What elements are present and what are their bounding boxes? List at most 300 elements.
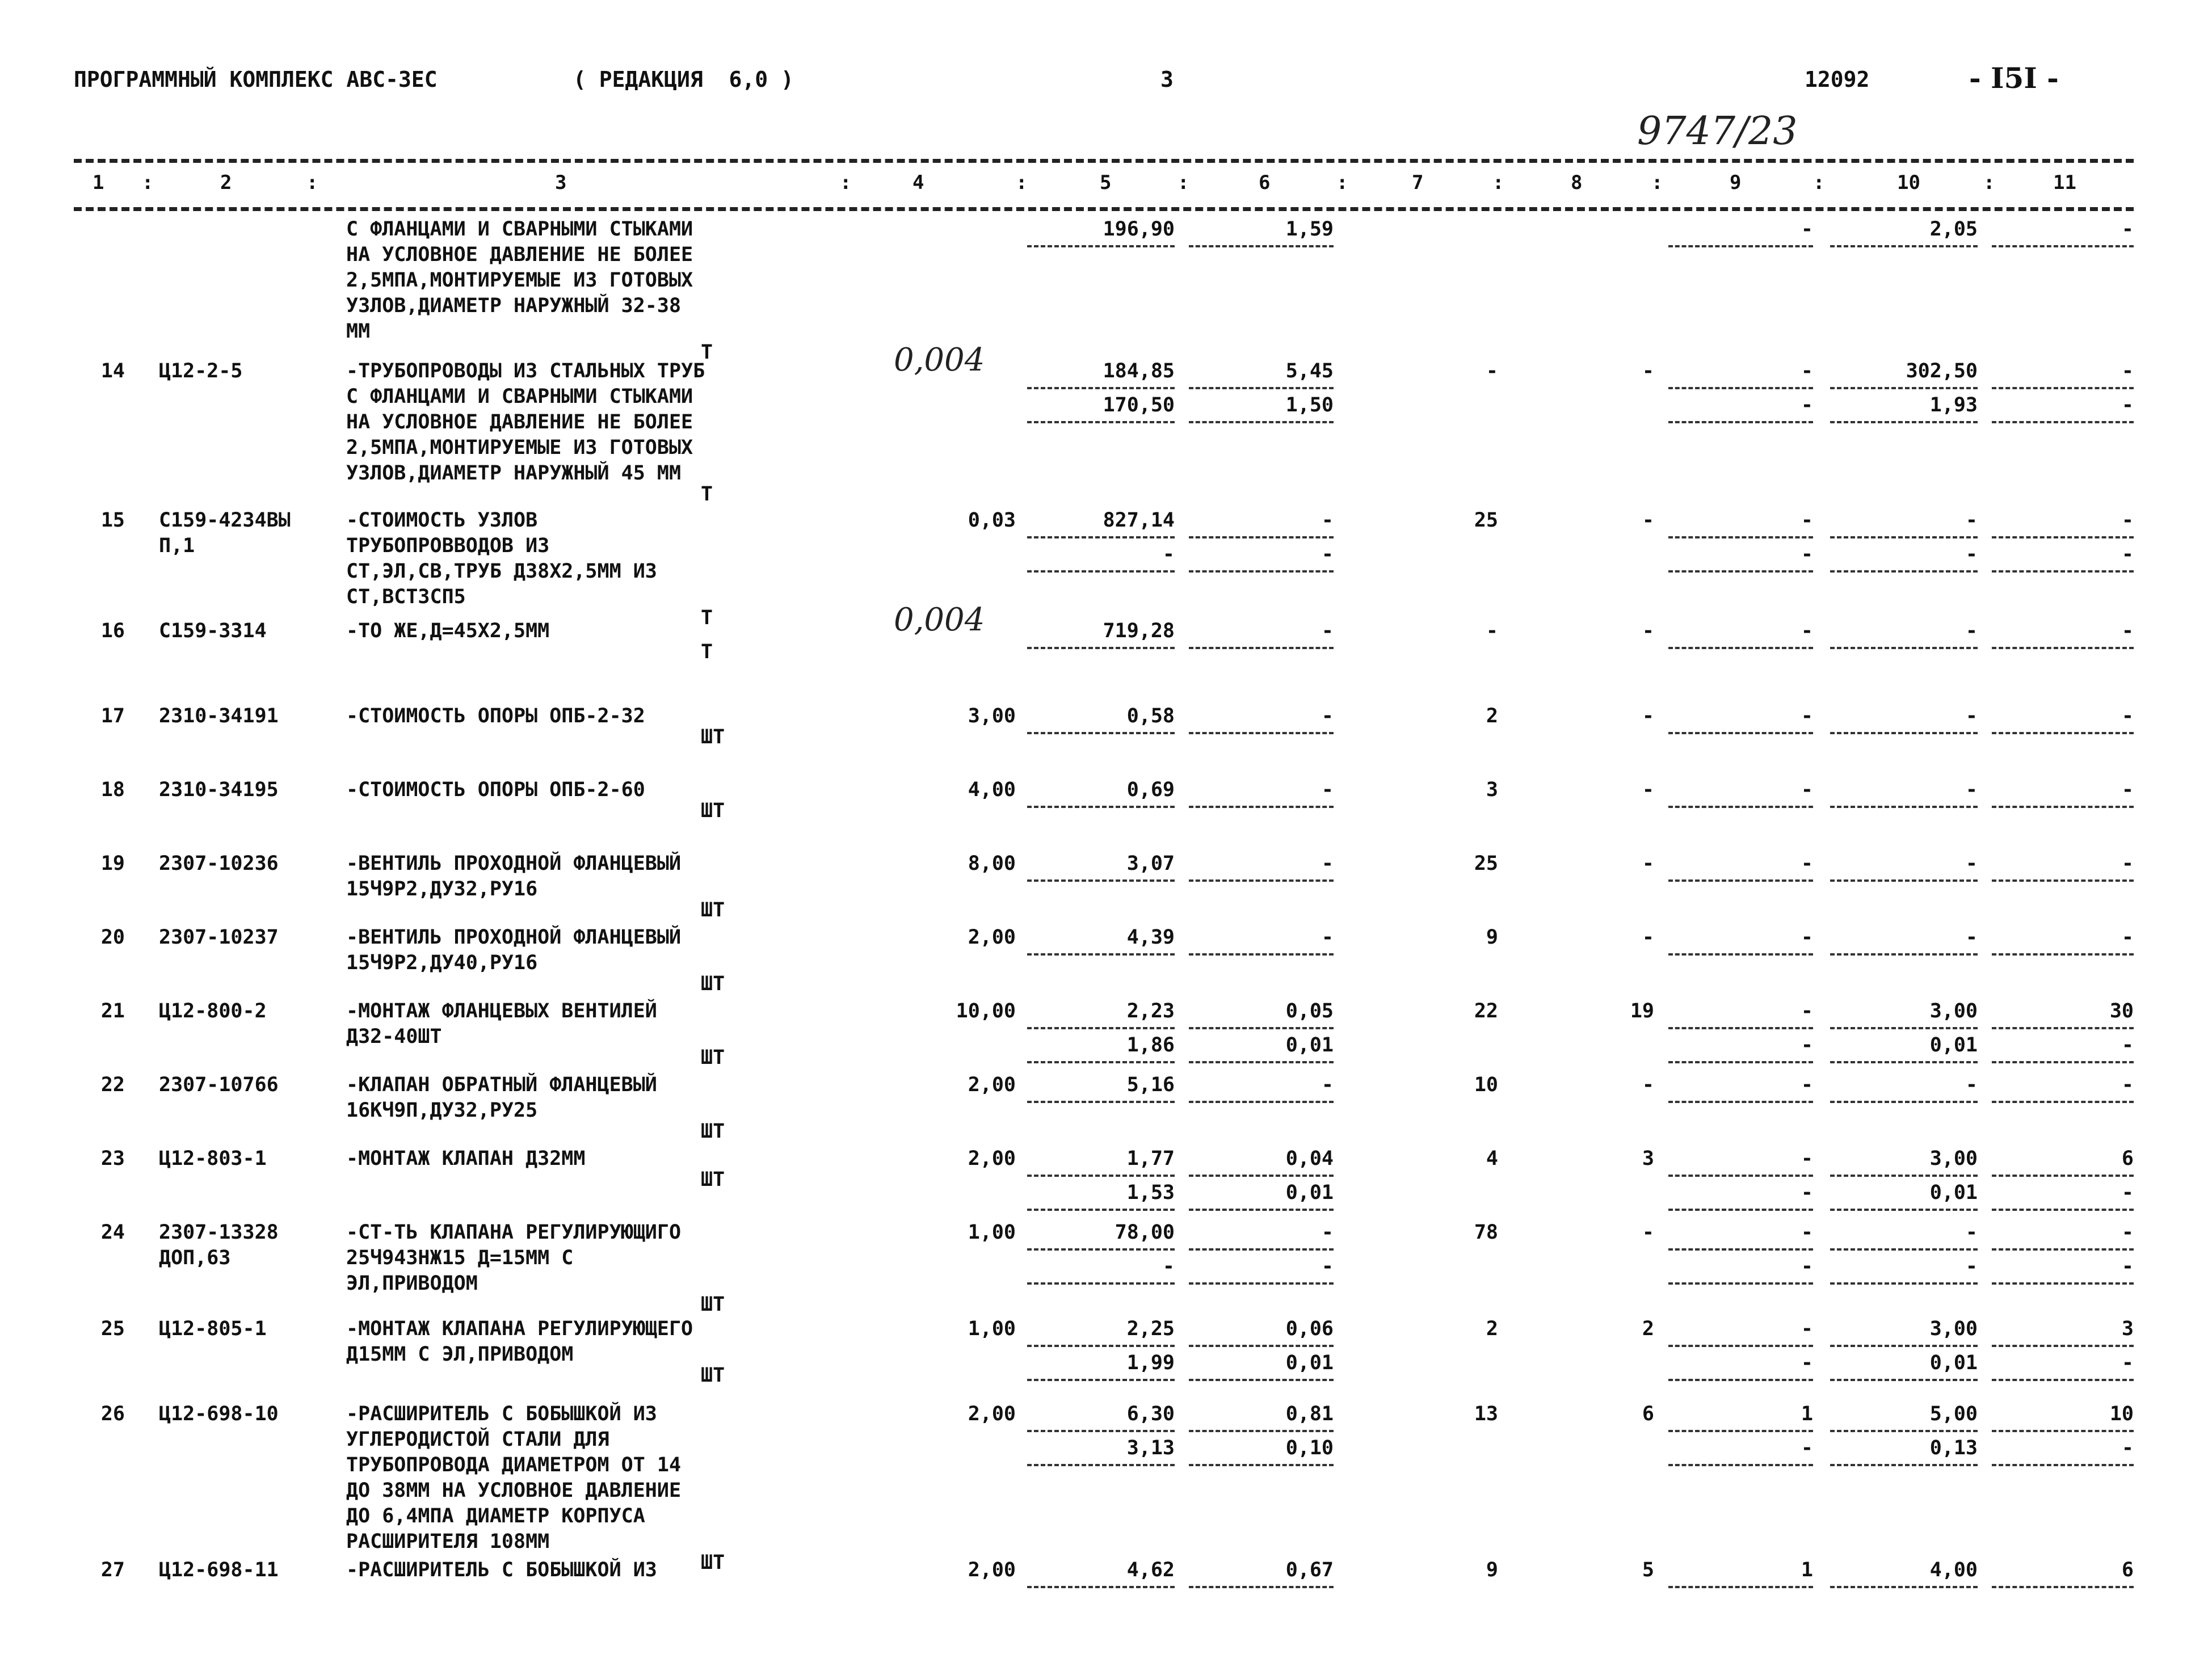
secondary-value-col-11: - (2121, 394, 2134, 416)
value-rule (1992, 536, 2134, 538)
row-description: -МОНТАЖ ФЛАНЦЕВЫХ ВЕНТИЛЕЙ Д32-40ШТ (346, 1000, 657, 1048)
row-unit: ШТ (701, 726, 725, 748)
value-rule (1027, 806, 1175, 808)
value-rule (1189, 570, 1334, 573)
value-col-5: 0,69 (1126, 778, 1175, 801)
value-col-4: 8,00 (968, 852, 1016, 875)
value-rule (1992, 1061, 2134, 1063)
value-rule (1027, 953, 1175, 956)
handwritten-quantity: 0,004 (894, 601, 985, 638)
value-rule (1668, 1379, 1813, 1381)
value-col-9: - (1801, 620, 1813, 642)
row-unit: Т (701, 641, 713, 663)
value-col-10: 5,00 (1929, 1403, 1978, 1425)
value-rule (1668, 1248, 1813, 1251)
value-col-6: 1,59 (1285, 218, 1334, 241)
value-col-7: 78 (1474, 1221, 1498, 1244)
row-number: 25 (100, 1318, 125, 1340)
row-number: 20 (100, 926, 125, 949)
value-rule (1830, 1430, 1978, 1432)
row-code: Ц12-805-1 (159, 1318, 267, 1340)
secondary-value-col-5: - (1162, 543, 1175, 566)
row-code: 2307-10237 (159, 926, 279, 949)
value-rule (1992, 1282, 2134, 1285)
top-rule (74, 159, 2134, 163)
column-separator: : (1178, 171, 1189, 194)
column-header-2: 2 (220, 171, 232, 194)
value-col-4: 2,00 (968, 1074, 1016, 1096)
value-rule (1830, 1345, 1978, 1347)
row-description: -РАСШИРИТЕЛЬ С БОБЫШКОЙ ИЗ (346, 1559, 657, 1581)
row-unit: ШТ (701, 1120, 725, 1143)
value-col-4: 2,00 (968, 1559, 1016, 1581)
value-rule (1027, 1430, 1175, 1432)
row-description: -СТОИМОСТЬ УЗЛОВ ТРУБОПРОВВОДОВ ИЗ СТ,ЭЛ,СВ,ТРУБ Д38Х2,5ММ ИЗ СТ,ВСТ3СП5 (346, 509, 657, 608)
row-code: Ц12-698-10 (159, 1403, 279, 1425)
value-rule (1830, 245, 1978, 247)
value-rule (1830, 1101, 1978, 1103)
value-col-6: - (1321, 620, 1334, 642)
row-unit: ШТ (701, 1168, 725, 1191)
value-rule (1668, 570, 1813, 573)
column-header-11: 11 (2053, 171, 2076, 194)
value-col-6: - (1321, 509, 1334, 532)
value-rule (1992, 1209, 2134, 1211)
row-description: -МОНТАЖ КЛАПАНА РЕГУЛИРУЮЩЕГО Д15ММ С ЭЛ,ПРИВОДОМ (346, 1318, 693, 1366)
value-col-6: - (1321, 1221, 1334, 1244)
value-rule (1189, 732, 1334, 734)
value-rule (1027, 1379, 1175, 1381)
value-rule (1027, 245, 1175, 247)
row-description: -ВЕНТИЛЬ ПРОХОДНОЙ ФЛАНЦЕВЫЙ 15Ч9Р2,ДУ32,РУ16 (346, 852, 682, 900)
value-col-9: 1 (1801, 1559, 1813, 1581)
value-col-9: - (1801, 509, 1813, 532)
column-header-4: 4 (912, 171, 924, 194)
value-rule (1189, 1430, 1334, 1432)
row-number: 15 (100, 509, 125, 532)
value-col-7: 9 (1486, 926, 1498, 949)
value-col-7: 22 (1474, 1000, 1498, 1022)
secondary-value-col-11: - (2121, 1255, 2134, 1278)
row-code: 2310-34195 (159, 778, 279, 801)
row-description: -СТОИМОСТЬ ОПОРЫ ОПБ-2-60 (346, 778, 645, 801)
value-col-11: - (2121, 360, 2134, 382)
secondary-value-col-10: 0,01 (1929, 1034, 1978, 1057)
value-col-5: 827,14 (1103, 509, 1175, 532)
value-col-8: - (1642, 620, 1654, 642)
row-unit: Т (701, 341, 713, 364)
value-col-11: - (2121, 1074, 2134, 1096)
value-rule (1027, 1282, 1175, 1285)
value-col-10: - (1965, 1221, 1978, 1244)
row-code: Ц12-800-2 (159, 1000, 267, 1022)
value-rule (1830, 387, 1978, 389)
value-rule (1027, 536, 1175, 538)
column-separator: : (306, 171, 318, 194)
value-rule (1189, 387, 1334, 389)
value-col-8: - (1642, 852, 1654, 875)
column-separator: : (1813, 171, 1825, 194)
value-col-9: - (1801, 926, 1813, 949)
value-col-8: - (1642, 1221, 1654, 1244)
value-col-4: 2,00 (968, 926, 1016, 949)
value-rule (1189, 536, 1334, 538)
row-description: -РАСШИРИТЕЛЬ С БОБЫШКОЙ ИЗ УГЛЕРОДИСТОЙ СТАЛИ ДЛЯ ТРУБОПРОВОДА ДИАМЕТРОМ ОТ 14 ДО 38ММ НА УСЛОВНОЕ ДАВЛЕНИЕ ДО 6,4МПА ДИАМЕТР КОРПУСА РАСШИРИТЕЛЯ 108ММ (346, 1403, 682, 1553)
value-col-7: 2 (1486, 1318, 1498, 1340)
column-separator: : (1492, 171, 1504, 194)
value-rule (1027, 1248, 1175, 1251)
value-rule (1189, 421, 1334, 423)
value-rule (1189, 1586, 1334, 1588)
value-rule (1189, 1248, 1334, 1251)
value-rule (1189, 1061, 1334, 1063)
value-col-5: 4,39 (1126, 926, 1175, 949)
value-col-6: 0,81 (1285, 1403, 1334, 1425)
value-rule (1830, 570, 1978, 573)
value-col-7: - (1486, 620, 1498, 642)
value-rule (1830, 1379, 1978, 1381)
secondary-value-col-5: 1,99 (1126, 1352, 1175, 1374)
value-col-9: - (1801, 852, 1813, 875)
value-rule (1992, 1464, 2134, 1466)
secondary-value-col-10: 1,93 (1929, 394, 1978, 416)
value-rule (1668, 953, 1813, 956)
value-rule (1830, 1282, 1978, 1285)
value-col-9: - (1801, 360, 1813, 382)
column-separator: : (1336, 171, 1348, 194)
value-rule (1830, 1209, 1978, 1211)
value-col-6: 5,45 (1285, 360, 1334, 382)
row-unit: ШТ (701, 799, 725, 822)
secondary-value-col-11: - (2121, 1437, 2134, 1459)
value-col-10: - (1965, 1074, 1978, 1096)
value-rule (1668, 732, 1813, 734)
row-code: 2307-13328 ДОП,63 (159, 1221, 279, 1269)
value-rule (1830, 879, 1978, 882)
header-rule (74, 207, 2134, 211)
value-col-4: 4,00 (968, 778, 1016, 801)
row-code: 2307-10236 (159, 852, 279, 875)
page-number: 3 (1160, 67, 1174, 92)
row-description: -КЛАПАН ОБРАТНЫЙ ФЛАНЦЕВЫЙ 16КЧ9П,ДУ32,РУ25 (346, 1074, 657, 1122)
value-col-11: 6 (2121, 1147, 2134, 1170)
value-col-10: 3,00 (1929, 1000, 1978, 1022)
value-rule (1992, 1379, 2134, 1381)
value-col-7: 25 (1474, 509, 1498, 532)
handwritten-quantity: 0,004 (894, 342, 985, 378)
value-col-10: - (1965, 778, 1978, 801)
value-col-10: - (1965, 620, 1978, 642)
row-description: -ВЕНТИЛЬ ПРОХОДНОЙ ФЛАНЦЕВЫЙ 15Ч9Р2,ДУ40,РУ16 (346, 926, 682, 974)
value-col-6: 0,06 (1285, 1318, 1334, 1340)
row-code: Ц12-803-1 (159, 1147, 267, 1170)
value-col-9: - (1801, 1147, 1813, 1170)
column-header-8: 8 (1571, 171, 1583, 194)
column-separator: : (1016, 171, 1028, 194)
secondary-value-col-9: - (1801, 543, 1813, 566)
value-col-11: - (2121, 778, 2134, 801)
value-rule (1189, 1379, 1334, 1381)
value-rule (1830, 953, 1978, 956)
row-description: С ФЛАНЦАМИ И СВАРНЫМИ СТЫКАМИ НА УСЛОВНОЕ ДАВЛЕНИЕ НЕ БОЛЕЕ 2,5МПА,МОНТИРУЕМЫЕ ИЗ ГОТОВЫХ УЗЛОВ,ДИАМЕТР НАРУЖНЫЙ 32-38 ММ (346, 218, 693, 343)
value-col-6: 0,05 (1285, 1000, 1334, 1022)
secondary-value-col-10: - (1965, 543, 1978, 566)
column-separator: : (1983, 171, 1995, 194)
row-number: 14 (100, 360, 125, 382)
value-col-11: 6 (2121, 1559, 2134, 1581)
row-number: 16 (100, 620, 125, 642)
value-rule (1189, 1209, 1334, 1211)
row-number: 27 (100, 1559, 125, 1581)
value-col-7: 25 (1474, 852, 1498, 875)
value-rule (1668, 1209, 1813, 1211)
value-rule (1189, 879, 1334, 882)
secondary-value-col-5: 1,53 (1126, 1181, 1175, 1204)
value-rule (1992, 1175, 2134, 1177)
value-rule (1992, 421, 2134, 423)
program-title: ПРОГРАММНЫЙ КОМПЛЕКС АВС-ЗЕС (74, 67, 438, 92)
value-col-8: - (1642, 926, 1654, 949)
secondary-value-col-5: - (1162, 1255, 1175, 1278)
column-header-3: 3 (555, 171, 567, 194)
value-rule (1830, 536, 1978, 538)
row-unit: Т (701, 483, 713, 506)
secondary-value-col-10: 0,01 (1929, 1181, 1978, 1204)
column-header-1: 1 (92, 171, 104, 194)
value-col-11: - (2121, 926, 2134, 949)
value-rule (1992, 647, 2134, 649)
row-number: 22 (100, 1074, 125, 1096)
value-col-9: - (1801, 705, 1813, 727)
column-header-6: 6 (1259, 171, 1271, 194)
row-unit: ШТ (701, 1551, 725, 1574)
value-rule (1668, 536, 1813, 538)
sheet-number: - I5I - (1969, 61, 2059, 95)
value-col-11: - (2121, 620, 2134, 642)
value-col-8: 19 (1630, 1000, 1654, 1022)
row-number: 19 (100, 852, 125, 875)
column-header-10: 10 (1897, 171, 1920, 194)
value-rule (1668, 1027, 1813, 1029)
handwritten-ref: 9747/23 (1637, 109, 1798, 154)
value-col-8: 6 (1642, 1403, 1654, 1425)
row-code: Ц12-698-11 (159, 1559, 279, 1581)
secondary-value-col-10: 0,01 (1929, 1352, 1978, 1374)
value-rule (1189, 1027, 1334, 1029)
value-rule (1830, 1586, 1978, 1588)
value-rule (1668, 1464, 1813, 1466)
value-col-5: 3,07 (1126, 852, 1175, 875)
value-rule (1668, 421, 1813, 423)
value-rule (1992, 953, 2134, 956)
value-rule (1830, 647, 1978, 649)
doc-code: 12092 (1805, 67, 1870, 92)
value-rule (1189, 647, 1334, 649)
value-col-7: 10 (1474, 1074, 1498, 1096)
value-rule (1189, 1345, 1334, 1347)
row-description: -СТОИМОСТЬ ОПОРЫ ОПБ-2-32 (346, 705, 645, 727)
value-rule (1027, 1209, 1175, 1211)
secondary-value-col-6: 0,01 (1285, 1352, 1334, 1374)
column-separator: : (142, 171, 154, 194)
row-code: 2307-10766 (159, 1074, 279, 1096)
value-rule (1189, 1175, 1334, 1177)
secondary-value-col-9: - (1801, 1181, 1813, 1204)
value-rule (1992, 806, 2134, 808)
value-col-9: - (1801, 778, 1813, 801)
value-rule (1992, 1248, 2134, 1251)
value-col-11: - (2121, 218, 2134, 241)
value-rule (1189, 1464, 1334, 1466)
value-col-7: 13 (1474, 1403, 1498, 1425)
value-rule (1830, 1464, 1978, 1466)
value-rule (1027, 879, 1175, 882)
value-col-10: - (1965, 926, 1978, 949)
value-col-8: 3 (1642, 1147, 1654, 1170)
value-col-11: - (2121, 852, 2134, 875)
value-col-6: 0,67 (1285, 1559, 1334, 1581)
row-code: С159-4234ВЫ П,1 (159, 509, 291, 557)
value-col-4: 2,00 (968, 1403, 1016, 1425)
secondary-value-col-6: - (1321, 543, 1334, 566)
row-number: 26 (100, 1403, 125, 1425)
value-col-10: 2,05 (1929, 218, 1978, 241)
value-col-4: 10,00 (956, 1000, 1016, 1022)
secondary-value-col-9: - (1801, 1352, 1813, 1374)
value-rule (1830, 1175, 1978, 1177)
secondary-value-col-5: 1,86 (1126, 1034, 1175, 1057)
value-rule (1668, 245, 1813, 247)
value-col-4: 2,00 (968, 1147, 1016, 1170)
value-rule (1189, 1101, 1334, 1103)
value-rule (1668, 647, 1813, 649)
value-rule (1830, 421, 1978, 423)
value-col-5: 5,16 (1126, 1074, 1175, 1096)
value-rule (1668, 879, 1813, 882)
secondary-value-col-6: 0,10 (1285, 1437, 1334, 1459)
value-rule (1027, 1101, 1175, 1103)
value-col-8: - (1642, 509, 1654, 532)
value-col-5: 2,25 (1126, 1318, 1175, 1340)
value-col-5: 1,77 (1126, 1147, 1175, 1170)
value-rule (1668, 1175, 1813, 1177)
value-col-11: 30 (2109, 1000, 2134, 1022)
row-unit: Т (701, 607, 713, 629)
secondary-value-col-9: - (1801, 1034, 1813, 1057)
column-header-7: 7 (1412, 171, 1424, 194)
value-rule (1027, 1586, 1175, 1588)
value-rule (1830, 1027, 1978, 1029)
value-rule (1668, 1586, 1813, 1588)
value-rule (1027, 1464, 1175, 1466)
row-number: 21 (100, 1000, 125, 1022)
value-rule (1992, 1430, 2134, 1432)
secondary-value-col-11: - (2121, 1352, 2134, 1374)
row-unit: ШТ (701, 1293, 725, 1316)
row-unit: ШТ (701, 1046, 725, 1069)
value-col-5: 196,90 (1103, 218, 1175, 241)
value-rule (1992, 1101, 2134, 1103)
value-rule (1027, 1345, 1175, 1347)
row-code: 2310-34191 (159, 705, 279, 727)
value-rule (1027, 732, 1175, 734)
value-col-6: - (1321, 705, 1334, 727)
value-rule (1189, 806, 1334, 808)
column-header-5: 5 (1100, 171, 1112, 194)
column-separator: : (1651, 171, 1663, 194)
value-col-9: - (1801, 1000, 1813, 1022)
edition: ( РЕДАКЦИЯ 6,0 ) (573, 67, 794, 92)
value-col-4: 1,00 (968, 1318, 1016, 1340)
value-rule (1830, 1248, 1978, 1251)
row-number: 24 (100, 1221, 125, 1244)
secondary-value-col-5: 3,13 (1126, 1437, 1175, 1459)
value-rule (1992, 1345, 2134, 1347)
value-rule (1668, 1101, 1813, 1103)
value-rule (1668, 806, 1813, 808)
row-number: 18 (100, 778, 125, 801)
secondary-value-col-9: - (1801, 1255, 1813, 1278)
value-col-10: 302,50 (1906, 360, 1978, 382)
value-rule (1992, 732, 2134, 734)
secondary-value-col-6: 0,01 (1285, 1034, 1334, 1057)
value-col-6: - (1321, 852, 1334, 875)
value-col-6: - (1321, 778, 1334, 801)
value-rule (1027, 387, 1175, 389)
secondary-value-col-9: - (1801, 1437, 1813, 1459)
value-rule (1830, 806, 1978, 808)
secondary-value-col-6: - (1321, 1255, 1334, 1278)
secondary-value-col-9: - (1801, 394, 1813, 416)
secondary-value-col-10: - (1965, 1255, 1978, 1278)
value-rule (1992, 1586, 2134, 1588)
value-col-8: - (1642, 778, 1654, 801)
value-rule (1027, 647, 1175, 649)
value-col-5: 719,28 (1103, 620, 1175, 642)
value-rule (1189, 245, 1334, 247)
value-col-10: - (1965, 705, 1978, 727)
value-rule (1668, 1345, 1813, 1347)
column-separator: : (840, 171, 852, 194)
row-unit: ШТ (701, 899, 725, 921)
value-col-8: 5 (1642, 1559, 1654, 1581)
value-col-9: - (1801, 1221, 1813, 1244)
value-col-8: - (1642, 1074, 1654, 1096)
value-col-11: - (2121, 1221, 2134, 1244)
value-rule (1027, 1175, 1175, 1177)
value-col-9: - (1801, 218, 1813, 241)
value-col-11: - (2121, 705, 2134, 727)
value-col-8: - (1642, 360, 1654, 382)
row-code: С159-3314 (159, 620, 267, 642)
value-rule (1830, 1061, 1978, 1063)
value-rule (1992, 879, 2134, 882)
value-rule (1668, 1282, 1813, 1285)
value-col-4: 1,00 (968, 1221, 1016, 1244)
row-code: Ц12-2-5 (159, 360, 243, 382)
value-rule (1830, 732, 1978, 734)
value-col-5: 78,00 (1115, 1221, 1175, 1244)
value-rule (1992, 245, 2134, 247)
value-rule (1992, 387, 2134, 389)
secondary-value-col-11: - (2121, 1181, 2134, 1204)
value-col-10: 3,00 (1929, 1147, 1978, 1170)
value-rule (1027, 421, 1175, 423)
value-col-7: 2 (1486, 705, 1498, 727)
value-rule (1027, 1061, 1175, 1063)
row-unit: ШТ (701, 973, 725, 995)
row-description: -МОНТАЖ КЛАПАН Д32ММ (346, 1147, 586, 1170)
